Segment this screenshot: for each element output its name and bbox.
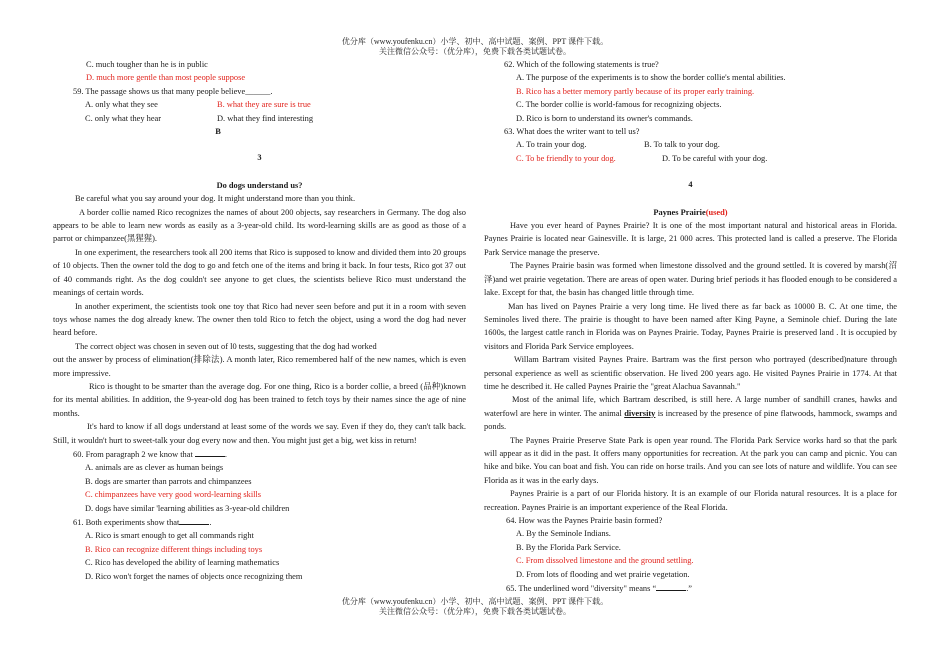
q65-stem <box>484 581 897 595</box>
q63-option-d: D. To be careful with your dog. <box>662 153 768 163</box>
passage-3-para-5: Rico is thought to be smarter than the average dog. For one thing, Rico is a border collie, a breed (品种)known for its mental abilities. In addition, the 9-year-old dog has been trained to fetch toys by their names since the age of nine months. <box>53 381 466 418</box>
page-footer <box>0 597 950 617</box>
underlined-word-diversity: diversity <box>624 408 656 418</box>
q61-text: 61. Both experiments show that <box>73 518 180 527</box>
q63-stem: 63. What does the writer want to tell us? <box>504 127 640 137</box>
q62-option-c: C. The border collie is world-famous for recognizing objects. <box>516 100 722 110</box>
q58-option-c: C. much tougher than he is in public <box>86 60 208 69</box>
passage-4-title-text: Paynes Prairie <box>653 207 706 217</box>
q62-option-a: A. The purpose of the experiments is to show the border collie's mental abilities. <box>516 73 786 83</box>
passage-3-para-3: In another experiment, the scientists took one toy that Rico had never seen before and put it in a room with seven toys whose names the dog already knew. The owner then told Rico to fetch the object, using a word the dog had never heard before. <box>53 301 466 338</box>
q60-option-b: B. dogs are smarter than parrots and chimpanzees <box>85 476 252 486</box>
q61-option-b: B. Rico can recognize different things including toys <box>85 544 263 554</box>
q60-option-d: D. dogs have similar 'learning abilities as 3-year-old children <box>85 503 290 513</box>
q62-stem: 62. Which of the following statements is true? <box>504 60 659 69</box>
left-column <box>53 58 466 583</box>
passage-3-title: Do dogs understand us? <box>216 180 303 190</box>
page-header <box>0 37 950 57</box>
header-line-2: 关注微信公众号：（优分库），免费下载各类试题试卷。 <box>379 47 571 56</box>
q64-option-b: B. By the Florida Park Service. <box>516 542 621 552</box>
passage-4-para-4: Willam Bartram visited Paynes Praire. Bartram was the first person who portrayed (described)nature through personal experience as well as scientific observation. He lived 200 years ago. He visited Paynes Prairie in 1774. At that time he described it. He called Paynes Prairie the "great Alachua Savannah." <box>484 355 897 391</box>
q61-option-c: C. Rico has developed the ability of learning mathematics <box>85 558 280 568</box>
q58-option-d: D. much more gentle than most people suppose <box>86 73 246 83</box>
section-number-3: 3 <box>257 153 262 163</box>
q61-option-d: D. Rico won't forget the names of objects once recognizing them <box>85 571 303 581</box>
footer-line-2: 关注微信公众号：（优分库），免费下载各类试题试卷。 <box>379 607 571 616</box>
passage-3-para-1: A border collie named Rico recognizes the names of about 200 objects, say researchers in Germany. The dog also appears to be able to learn new words as easily as a 3-year-old child. Its word-learning skills are as good as those of a parrot or chimpanzee(黑猩猩). <box>53 207 466 244</box>
q59-option-b: B. what they are sure is true <box>217 100 311 110</box>
q60-option-c: C. chimpanzees have very good word-learning skills <box>85 490 262 500</box>
q63-option-b: B. To talk to your dog. <box>644 140 720 150</box>
right-column <box>484 58 897 595</box>
passage-3-para-4a: The correct object was chosen in seven out of l0 tests, suggesting that the dog had worked <box>75 341 377 351</box>
passage-4-para-1: Have you ever heard of Paynes Prairie? It is one of the most important natural and historical areas in Florida. Paynes Prairie is located near Gainesville. It is large, 21 000 acres. This protected land is called a preserve. The Florida Park Service manage the preserve. <box>484 221 897 257</box>
q59-option-c: C. only what they hear <box>85 113 162 123</box>
passage-4-para-3: Man has lived on Paynes Prairie a very long time. He lived there as far back as 10000 B. C. At one time, the Seminoles lived there. The prairie is thought to have been named after King Payne, a Seminole chief. During the late 1600s, the largest cattle ranch in Florida was on Paynes Prairie. Today, Paynes Prairie is preserved land . It is occupied by visitors and Florida Park Service employees. <box>484 301 897 351</box>
used-tag: (used) <box>705 207 728 217</box>
q65-end: .” <box>686 584 692 594</box>
q65-text: 65. The underlined word "diversity" means “ <box>506 584 657 594</box>
q60-option-a: A. animals are as clever as human beings <box>85 463 224 473</box>
passage-4-para-2: The Paynes Prairie basin was formed when limestone dissolved and the ground settled. It is covered by marsh(沼泽)and wet prairie vegetation. There are areas of open water. During brief periods it has flooded enough to be considered a lake. Except for that, the basin has changed little through time. <box>484 261 897 298</box>
passage-4-para-6: The Paynes Prairie Preserve State Park is open year round. The Florida Park Service works hard so that the park will appear as it did in the past. It offers many opportunities for recreation. At the park you can camp and picnic. You can hike and bike. You can boat and fish. You can ride on horse trails. And you can see lots of nature and wildlife. You can see Florida as it was in the early days. <box>484 435 897 485</box>
q62-option-b: B. Rico has a better memory partly because of its proper early training. <box>516 86 755 96</box>
q59-options-row1 <box>53 98 466 111</box>
q63-options-row2 <box>484 152 897 165</box>
q61-blank <box>179 515 209 525</box>
q59-options-row2 <box>53 112 466 125</box>
passage-3-para-6: It's hard to know if all dogs understand at least some of the words we say. Even if they do, they can't talk back. Still, it wouldn't hurt to sweet-talk your dog every now and then. You might just get a big, wet kiss in return! <box>53 422 466 445</box>
q63-options-row1 <box>484 138 897 151</box>
passage-4-para-5-end: is increased by the presence of pine flatwoods, hammock, swamps and ponds. <box>484 408 897 432</box>
passage-3-intro: Be careful what you say around your dog. It might understand more than you think. <box>75 194 356 204</box>
q64-option-c: C. From dissolved limestone and the ground settling. <box>516 556 694 566</box>
q61-stem: 61. Both experiments show that . <box>53 515 466 529</box>
footer-line-1: 优分库（www.youfenku.cn）小学、初中、高中试题、案例、PPT 课件下载。 <box>341 597 609 606</box>
q59-stem: 59. The passage shows us that many people believe______. <box>73 86 273 96</box>
q65-blank <box>656 581 686 591</box>
section-number-4: 4 <box>688 180 693 190</box>
passage-3-para-4b: out the answer by process of elimination(排除法). A month later, Rico remembered half of the new names, which is even more impressive. <box>53 355 466 378</box>
answer-label: B <box>215 127 221 137</box>
passage-4-para-5 <box>484 393 897 433</box>
q64-option-d: D. From lots of flooding and wet prairie vegetation. <box>516 569 690 579</box>
q60-text: 60. From paragraph 2 we know that <box>73 449 193 459</box>
q64-stem: 64. How was the Paynes Prairie basin formed? <box>506 516 663 525</box>
q63-option-a: A. To train your dog. <box>516 140 587 150</box>
header-line-1: 优分库（www.youfenku.cn）小学、初中、高中试题、案例、PPT 课件下载。 <box>341 37 609 46</box>
passage-4-para-5-start: Most of the animal life, which Bartram described, is still here. A large number of sandhill cranes, hawks and waterfowl are here in winter. The animal <box>484 395 897 418</box>
q60-blank <box>195 447 225 457</box>
q59-option-d: D. what they find interesting <box>217 113 314 123</box>
passage-4-para-7: Paynes Prairie is a part of our Florida history. It is an example of our Florida natural resources. It is a place for recreation. Paynes Prairie is an important experience of the Real Florida. <box>484 489 897 512</box>
q64-option-a: A. By the Seminole Indians. <box>516 529 611 539</box>
q63-option-c: C. To be friendly to your dog. <box>516 153 616 163</box>
q59-option-a: A. only what they see <box>85 100 158 110</box>
passage-3-para-2: In one experiment, the researchers took all 200 items that Rico is supposed to know and divided them into 20 groups of 10 objects. Then the owner told the dog to go and fetch one of the items and bring it back. In four tests, Rico got 37 out of 40 commands right. As the dog couldn't see anyone to get clues, the scientists believe Rico must understand the meanings of certain words. <box>53 247 466 298</box>
q61-option-a: A. Rico is smart enough to get all commands right <box>85 531 254 541</box>
q60-stem: 60. From paragraph 2 we know that . <box>53 447 466 461</box>
passage-4-title <box>484 206 897 219</box>
q62-option-d: D. Rico is born to understand its owner's commands. <box>516 113 693 123</box>
